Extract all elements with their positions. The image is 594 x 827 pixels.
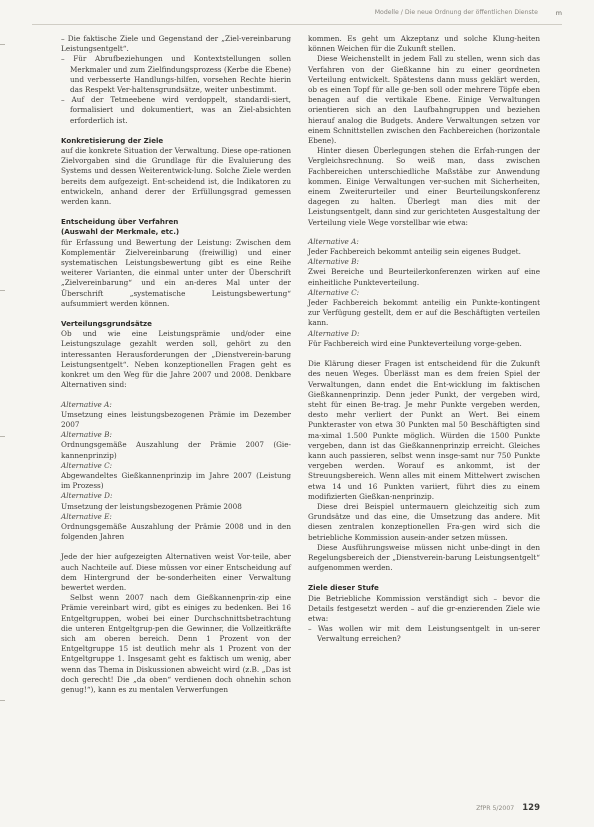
alternative-text: Jeder Fachbereich bekommt anteilig ein Punkte-kontingent zur Verfügung gestellt, dem er auf die Beschäftigten verteilen kann.: [308, 298, 540, 328]
alternative-label: Alternative C:: [61, 460, 113, 470]
body-paragraph: Selbst wenn 2007 nach dem Gießkannenprin-zip eine Prämie vereinbart wird, gibt es einiges zu bedenken. Bei 16 Entgeltgruppen, wobei bei einer Durchschnittsbetrachtung die unteren Entgeltgrup-pen die Gewinner, die Vollzeitkräfte sich am oberen bereich. Denn 1 Prozent von der Entgeltgruppe 15 ist deutlich mehr als 1 Prozent von der Entgeltgruppe 1. Insgesamt geht es faktisch um wenig, aber wenn das Thema in Diskussionen abweicht wird (z.B. „Das ist doch gerecht! Die „da oben“ verdienen doch ohnehin schon genug!“), kann es zu mentalen Verwerfungen: [61, 593, 291, 694]
body-paragraph: Ob und wie eine Leistungsprämie und/oder eine Leistungszulage gezahlt werden soll, gehört zu den interessanten Herausforderungen der „Dienstverein-barung Leistungsentgelt“. Neben konzeptionellen Fragen geht es konkret um den Weg für die Jahre 2007 und 2008. Denkbare Alternativen sind:: [61, 329, 291, 390]
alternative-item: [308, 237, 540, 257]
alternative-label: Alternative C:: [308, 287, 360, 297]
list-item: – Für Abrufbeziehungen und Kontextstellungen sollen Merkmaler und zum Zielfindungsprozess (Kerbe die Ebene) und verbesserte Handlungs-hilfen, vorsehen Rechte hierin das Respekt Ver-haltensgrundsätze, weiter unbestimmt.: [61, 54, 291, 95]
header-page-marker: m: [555, 9, 562, 17]
alternative-text: Abgewandeltes Gießkannenprinzip im Jahre 2007 (Leistung im Prozess): [61, 470, 291, 491]
margin-mark: [0, 700, 5, 701]
body-paragraph: Diese drei Beispiel untermauern gleichzeitig sich zum Grundsätze und das eine, die Umsetzung das andere. Mit diesen zentralen konzeptionellen Fra-gen wird sich die betriebliche Kommission ausein-ander setzen müssen.: [308, 501, 540, 542]
body-paragraph: Jede der hier aufgezeigten Alternativen weist Vor-teile, aber auch Nachteile auf. Diese müssen vor einer Entscheidung auf dem Hintergrund der be-sonderheiten einer Verwaltung bewertet werden.: [61, 552, 291, 592]
body-paragraph: für Erfassung und Bewertung der Leistung: Zwischen dem Komplementär Zielvereinbarung (freiwillig) und einer systematischen Leistungsbewertung gibt es eine Reihe weiterer Varianten, die einmal unter unter der Überschrift „Zielvereinbarung“ und ein an-deres Mal unter der Überschrift „systematische Leistungsbewertung“ aufsummiert werden können.: [61, 237, 291, 308]
page-footer: [476, 803, 540, 813]
alternative-text: Zwei Bereiche und Beurteilerkonferenzen wirken auf eine einheitliche Punkteverteilung.: [308, 267, 540, 287]
alternative-text: Ordnungsgemäße Auszahlung der Prämie 2007 (Gie-kannenprinzip): [61, 440, 291, 460]
section-heading-line: Entscheidung über Verfahren: [61, 217, 179, 227]
alternative-item: [61, 430, 291, 461]
alternatives-list: [308, 237, 540, 349]
body-paragraph: Die Klärung dieser Fragen ist entscheidend für die Zukunft des neuen Weges. Überlässt man es dem freien Spiel der Verwaltungen, dann endet die Ent-wicklung im faktischen Gießkannenprinzip. Denn jeder Punkt, der vergeben wird, steht für einen Be-trag. Je mehr Punkte vergeben werden, desto mehr verliert der Punkt an Wert. Bei einem Punkteraster von etwa 30 Punkten mal 50 Beschäftigten sind ma-ximal 1.500 Punkte möglich. Würden die 1500 Punkte vergeben, dann ist das Gießkannenprinzip erreicht. Gleiches kann auch passieren, selbst wenn insge-samt nur 750 Punkte vergeben werden. Worauf es ankommt, ist der Streuungsbereich. Wenn alles mit einem Mittelwert zwischen etwa 14 und 16 Punkten variiert, führt dies zu einem modifizierten Gießkan-nenprinzip.: [308, 359, 540, 501]
alternative-text: Umsetzung eines leistungsbezogenen Prämie im Dezember 2007: [61, 409, 291, 429]
left-column: [61, 34, 291, 695]
list-item: – Was wollen wir mit dem Leistungsentgelt in un-serer Verwaltung erreichen?: [308, 624, 540, 644]
alternative-item: [308, 288, 540, 329]
body-paragraph: Die Betriebliche Kommission verständigt sich – bevor die Details festgesetzt werden – auf die gr-enzierenden Ziele wie etwa:: [308, 593, 540, 623]
alternative-item: [308, 257, 540, 288]
alternative-label: Alternative A:: [61, 399, 112, 409]
alternatives-list: [61, 400, 291, 543]
section-heading: [61, 217, 291, 237]
alternative-item: [61, 491, 291, 511]
section-heading: Ziele dieser Stufe: [308, 583, 379, 593]
alternative-text: Jeder Fachbereich bekommt anteilig sein eigenes Budget.: [308, 247, 521, 257]
body-paragraph: Diese Ausführungsweise müssen nicht unbe-dingt in den Regelungsbereich der „Dienstverein-barung Leistungsentgelt“ aufgenommen werden.: [308, 542, 540, 573]
margin-mark: [0, 436, 5, 437]
section-heading: Konkretisierung der Ziele: [61, 135, 164, 145]
right-bullet-list: [308, 624, 540, 644]
margin-mark: [0, 290, 5, 291]
alternative-item: [61, 400, 291, 431]
header-title: Modelle / Die neue Ordnung der öffentlichen Dienste: [374, 9, 538, 16]
alternative-label: Alternative D:: [61, 491, 113, 501]
alternative-text: Ordnungsgemäße Auszahlung der Prämie 2008 und in den folgenden Jahren: [61, 521, 291, 542]
alternative-text: Umsetzung der leistungsbezogenen Prämie 2008: [61, 501, 242, 511]
page-number: 129: [522, 803, 540, 813]
body-paragraph: Diese Weichenstellt in jedem Fall zu stellen, wenn sich das Verfahren von der Gießkanne hin zu einer geordneten Verteilung entwickelt. Spätestens dann muss geklärt werden, ob es einen Topf für alle ge-ben soll oder mehrere Töpfe eben benagen auf die vertikale Ebene. Einige Verwaltungen orientieren sich an den Laufbahngruppen und beziehen hierauf analog die Budgets. Andere Verwaltungen setzen vor einem Schnittstellen zwischen den Fachbereichen (horizontale Ebene).: [308, 54, 540, 146]
running-header: [32, 8, 562, 25]
alternative-label: Alternative D:: [308, 328, 360, 338]
alternative-label: Alternative B:: [61, 430, 112, 440]
body-paragraph: kommen. Es geht um Akzeptanz und solche Klung-heiten können Weichen für die Zukunft stellen.: [308, 34, 540, 54]
body-paragraph: Hinter diesen Überlegungen stehen die Erfah-rungen der Vergleichsrechnung. So weiß man, dass zwischen Fachbereichen unterschiedliche Maßstäbe zur Anwendung kommen. Einige Verwaltungen ver-suchen mit Sicherheiten, einem Zweiterurteiler und einer Beurteilungskonferenz dagegen zu halten. Überlegt man dies mit der Leistungsentgelt, dann sind zur gerichteten Ausgestaltung der Verteilung viele Wege vorstellbar wie etwa:: [308, 146, 540, 227]
alternative-item: [61, 512, 291, 543]
margin-mark: [0, 44, 5, 45]
alternative-item: [61, 461, 291, 492]
body-paragraph: auf die konkrete Situation der Verwaltung. Diese ope-rationen Zielvorgaben sind die Grundlage für die Evaluierung des Systems und dessen Weiterentwick-lung. Solche Ziele werden bereits dem aufgezeigt. Ent-scheidend ist, die Indikatoren zu entwickeln, anhand derer der Erfüllungsgrad gemessen werden kann.: [61, 146, 291, 207]
section-heading-line: (Auswahl der Merkmale, etc.): [61, 227, 180, 237]
alternative-label: Alternative A:: [308, 236, 359, 246]
section-heading: Verteilungsgrundsätze: [61, 319, 152, 329]
footer-source: ZfPR 5/2007: [476, 805, 515, 812]
alternative-label: Alternative B:: [308, 257, 359, 267]
alternative-label: Alternative E:: [61, 511, 112, 521]
left-intro: – Die faktische Ziele und Gegenstand der „Ziel-vereinbarung Leistungsentgelt“.: [61, 34, 291, 54]
right-column: [308, 34, 540, 645]
alternative-item: [308, 329, 540, 349]
left-bullet-list: [61, 54, 291, 125]
alternative-text: Für Fachbereich wird eine Punkteverteilung vorge-geben.: [308, 338, 522, 348]
list-item: – Auf der Tetmeebene wird verdoppelt, standardi-siert, formalisiert und dokumentiert, was an Ziel-absichten erforderlich ist.: [61, 95, 291, 126]
